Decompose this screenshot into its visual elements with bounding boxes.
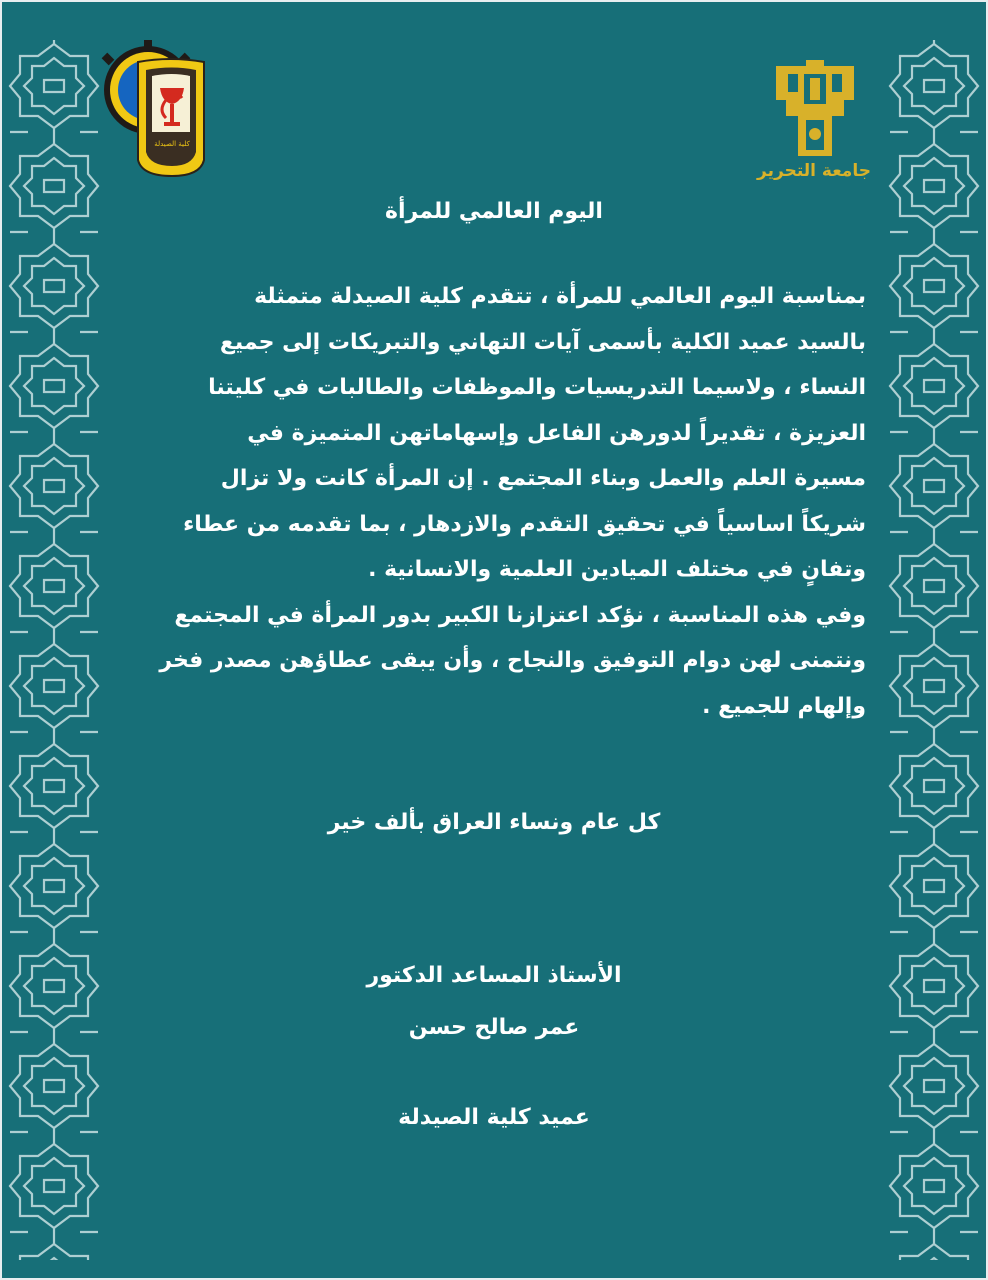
- body-line: ونتمنى لهن دوام التوفيق والنجاح ، وأن يبقى عطاؤهن مصدر فخر: [159, 648, 866, 673]
- announcement: [108, 190, 880, 1130]
- body-line: بالسيد عميد الكلية بأسمى آيات التهاني والتبريكات إلى جميع: [219, 329, 866, 355]
- greeting: كل عام ونساء العراق بألف خير: [327, 810, 661, 835]
- body-line: بمناسبة اليوم العالمي للمرأة ، تتقدم كلية الصيدلة متمثلة: [254, 284, 866, 309]
- body-line: النساء ، ولاسيما التدريسيات والموظفات والطالبات في كليتنا: [208, 375, 866, 400]
- body-line: العزيزة ، تقديراً لدورهن الفاعل وإسهاماتهن المتميزة في: [247, 420, 866, 446]
- svg-text:جامعة التحرير: جامعة التحرير: [757, 161, 871, 180]
- university-logo: [752, 60, 876, 180]
- signature-name: عمر صالح حسن: [408, 1015, 580, 1040]
- body-line: وتفانٍ في مختلف الميادين العلمية والانسانية .: [368, 557, 866, 582]
- svg-text:كلية الصيدلة: كلية الصيدلة: [154, 140, 190, 148]
- announcement-body: [108, 274, 880, 729]
- right-ornament-border: [888, 40, 980, 1260]
- signature-block: [108, 950, 880, 1144]
- signature-position: عميد كلية الصيدلة: [398, 1105, 590, 1130]
- signature-title: الأستاذ المساعد الدكتور: [366, 963, 622, 988]
- body-line: شريكاً اساسياً في تحقيق التقدم والازدهار ، بما تقدمه من عطاء: [183, 511, 866, 537]
- announcement-title: اليوم العالمي للمرأة: [385, 199, 603, 224]
- left-ornament-border: [8, 40, 100, 1260]
- body-line: وفي هذه المناسبة ، نؤكد اعتزازنا الكبير بدور المرأة في المجتمع: [174, 602, 866, 628]
- body-line: مسيرة العلم والعمل وبناء المجتمع . إن المرأة كانت ولا تزال: [220, 466, 866, 491]
- body-line: وإلهام للجميع .: [702, 693, 866, 719]
- college-of-pharmacy-logo: [100, 40, 212, 180]
